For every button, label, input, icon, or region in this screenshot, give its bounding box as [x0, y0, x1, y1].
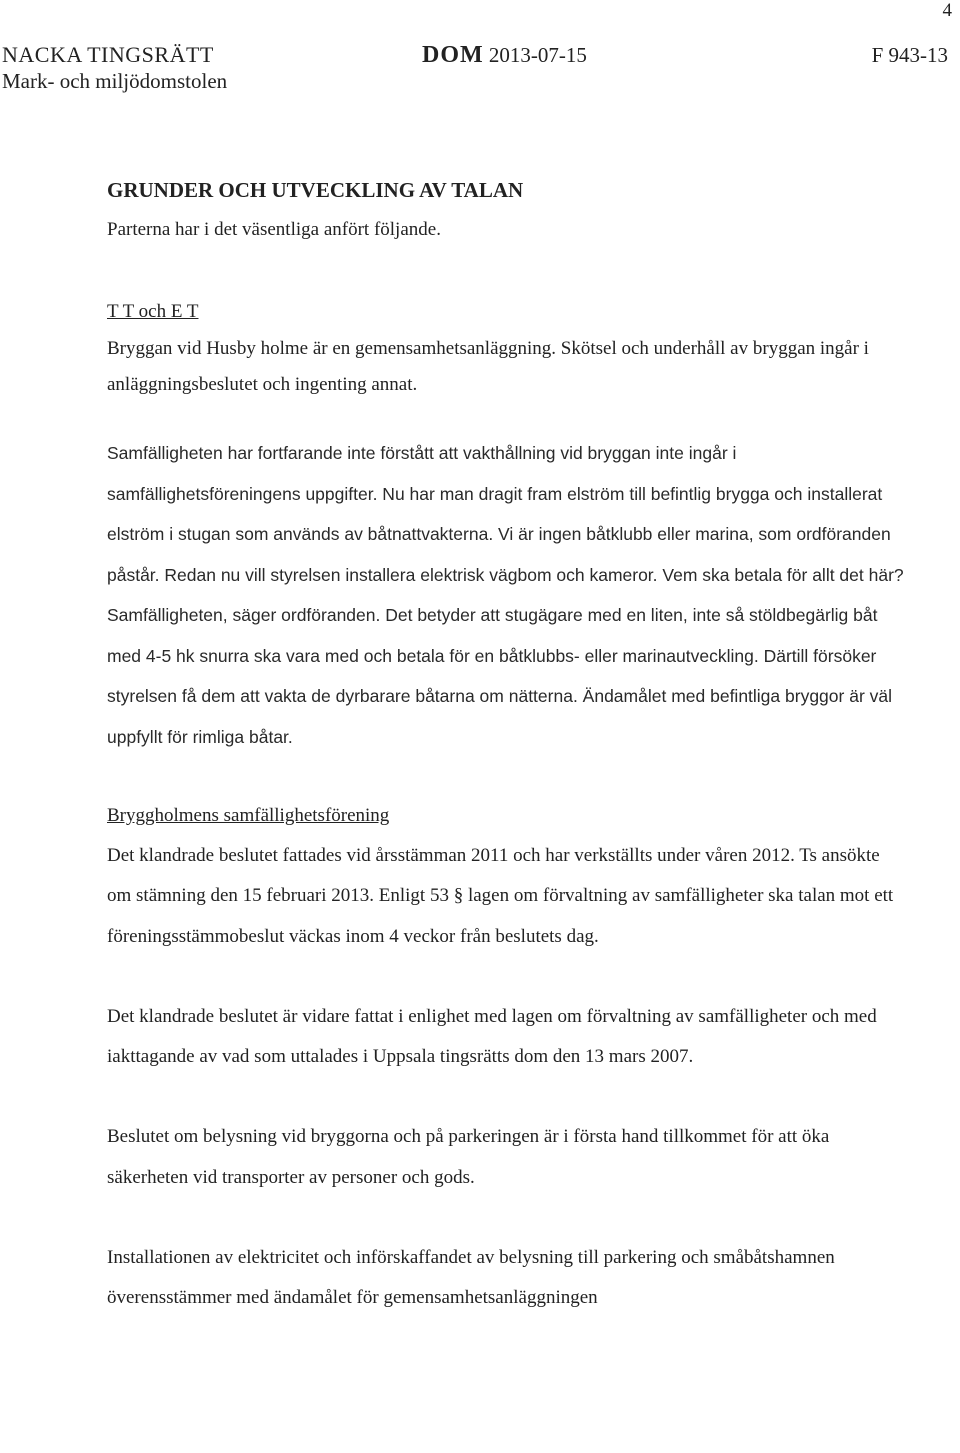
party1-paragraph-2: Samfälligheten har fortfarande inte förstått att vakthållning vid bryggan inte ingår i samfällighetsföreningens uppgifter. Nu har man dragit fram elström till befintlig brygga och installerat elström i stugan som används av båtnattvakterna. Vi är ingen båtklubb eller marina, som ordföranden påstår. Redan nu vill styrelsen installera elektrisk vägbom och kameror. Vem ska betala för allt det här? Samfälligheten, säger ordföranden. Det betyder att stugägare med en liten, inte så stöldbegärlig båt med 4-5 hk snurra ska vara med och betala för en båtklubbs- eller marinautveckling. Därtill försöker styrelsen få dem att vakta de dyrbarare båtarna om nätterna. Ändamålet med befintliga bryggor är väl uppfyllt för rimliga båtar.: [107, 443, 904, 747]
court-name-line2: Mark- och miljödomstolen: [2, 69, 228, 93]
intro-paragraph: Parterna har i det väsentliga anfört följande.: [107, 219, 441, 240]
party2-paragraph-3: Beslutet om belysning vid bryggorna och på parkeringen är i första hand tillkommet för att öka säkerheten vid transporter av personer och gods.: [107, 1126, 830, 1188]
case-number: F 943-13: [871, 43, 948, 67]
party2-paragraph-2: Det klandrade beslutet är vidare fattat i enlighet med lagen om förvaltning av samfälligheter och med iakttagande av vad som uttalades i Uppsala tingsrätts dom den 13 mars 2007.: [107, 1005, 877, 1068]
party2-heading: Bryggholmens samfällighetsförening: [107, 805, 390, 826]
document-type-date: [422, 42, 587, 68]
section-heading: GRUNDER OCH UTVECKLING AV TALAN: [107, 178, 524, 202]
page-number: 4: [942, 0, 952, 21]
party1-paragraph-1: Bryggan vid Husby holme är en gemensamhetsanläggning. Skötsel och underhåll av bryggan ingår i anläggningsbeslutet och ingenting annat.: [107, 338, 869, 395]
document-body: [107, 175, 907, 1319]
party1-heading: T T och E T: [107, 301, 199, 322]
party2-paragraph-1: Det klandrade beslutet fattades vid årsstämman 2011 och har verkställts under våren 2012. Ts ansökte om stämning den 15 februari 2013. Enligt 53 § lagen om förvaltning av samfälligheter ska talan mot ett föreningsstämmobeslut väckas inom 4 veckor från beslutets dag.: [107, 845, 894, 947]
document-type: DOM: [422, 42, 484, 68]
court-name-line1: NACKA TINGSRÄTT: [2, 42, 214, 67]
party2-paragraph-4: Installationen av elektricitet och införskaffandet av belysning till parkering och småbåtshamnen överensstämmer med ändamålet för gemensamhetsanläggningen: [107, 1247, 835, 1309]
document-date: 2013-07-15: [488, 43, 587, 67]
court-name: [2, 42, 227, 94]
